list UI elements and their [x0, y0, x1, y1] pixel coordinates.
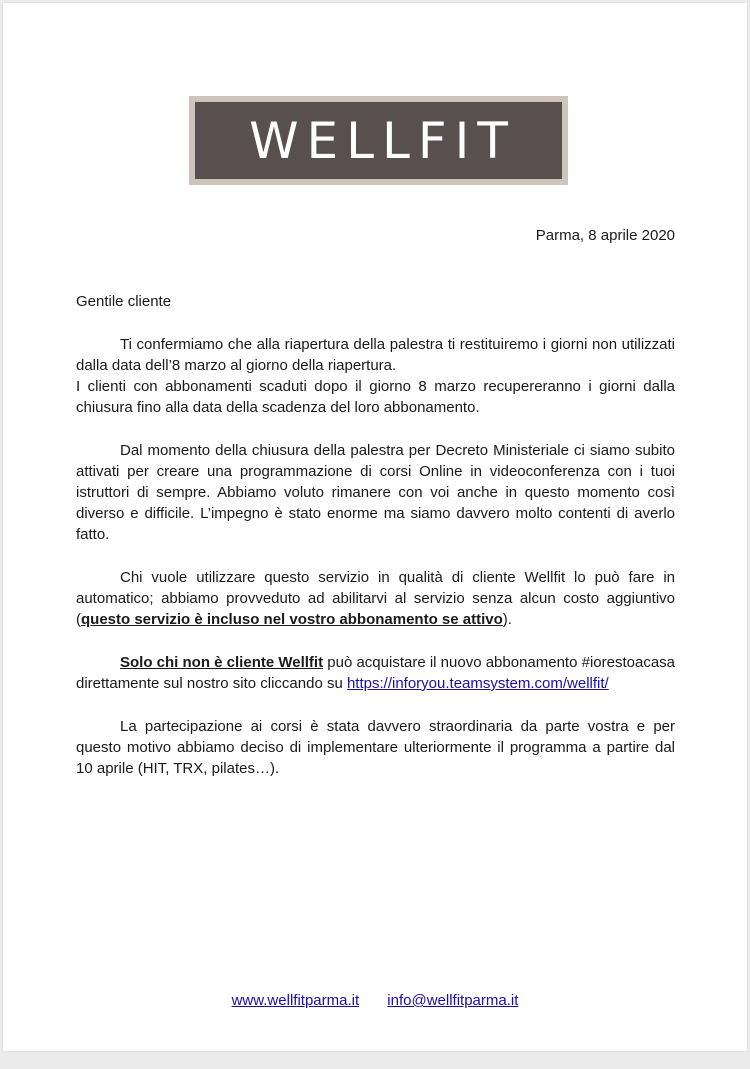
paragraph-subscription: [76, 652, 675, 694]
paragraph-service-text: Chi vuole utilizzare questo servizio in qualità di cliente Wellfit lo può fare in automatico; abbiamo provveduto ad abilitarvi al servizio senza alcun costo aggiuntivo (: [76, 569, 675, 628]
paragraph-service-suffix: ).: [502, 611, 512, 628]
wellfit-logo: [189, 96, 568, 185]
paragraph-subscription-emphasis: Solo chi non è cliente Wellfit: [120, 654, 324, 671]
paragraph-service: [76, 567, 675, 630]
paragraph-subscription-text: può acquistare il nuovo abbonamento #iorestoacasa direttamente sul nostro sito cliccando su: [76, 654, 676, 692]
paragraph-refund-line1: Ti confermiamo che alla riapertura della palestra ti restituiremo i giorni non utilizzati dalla data dell’8 marzo al giorno della riapertura.: [76, 336, 675, 374]
paragraph-participation: La partecipazione ai corsi è stata davvero straordinaria da parte vostra e per questo motivo abbiamo deciso di implementare ulteriormente il programma a partire dal 10 aprile (HIT, TRX, pilates…).: [76, 718, 675, 777]
website-link[interactable]: www.wellfitparma.it: [231, 992, 360, 1009]
subscription-link[interactable]: https://inforyou.teamsystem.com/wellfit/: [346, 675, 609, 692]
logo-box: [195, 102, 562, 179]
letter-date: Parma, 8 aprile 2020: [535, 227, 675, 244]
email-link[interactable]: info@wellfitparma.it: [387, 992, 519, 1009]
paragraph-online-courses: Dal momento della chiusura della palestra per Decreto Ministeriale ci siamo subito attivati per creare una programmazione di corsi Online in videoconferenza con i tuoi istruttori di sempre. Abbiamo voluto rimanere con voi anche in questo momento così diverso e difficile. L’impegno è stato enorme ma siamo davvero molto contenti di averlo fatto.: [76, 442, 675, 543]
logo-text: WELLFIT: [249, 111, 516, 170]
letter-footer: [3, 992, 747, 1009]
paragraph-service-emphasis: questo servizio è incluso nel vostro abbonamento se attivo: [81, 611, 503, 628]
paragraph-refund: [76, 334, 675, 418]
letter-page: [3, 3, 747, 1051]
paragraph-refund-line2: I clienti con abbonamenti scaduti dopo il giorno 8 marzo recupereranno i giorni dalla chiusura fino alla data della scadenza del loro abbonamento.: [76, 378, 675, 416]
letter-body: [76, 291, 675, 801]
salutation: Gentile cliente: [76, 293, 172, 310]
